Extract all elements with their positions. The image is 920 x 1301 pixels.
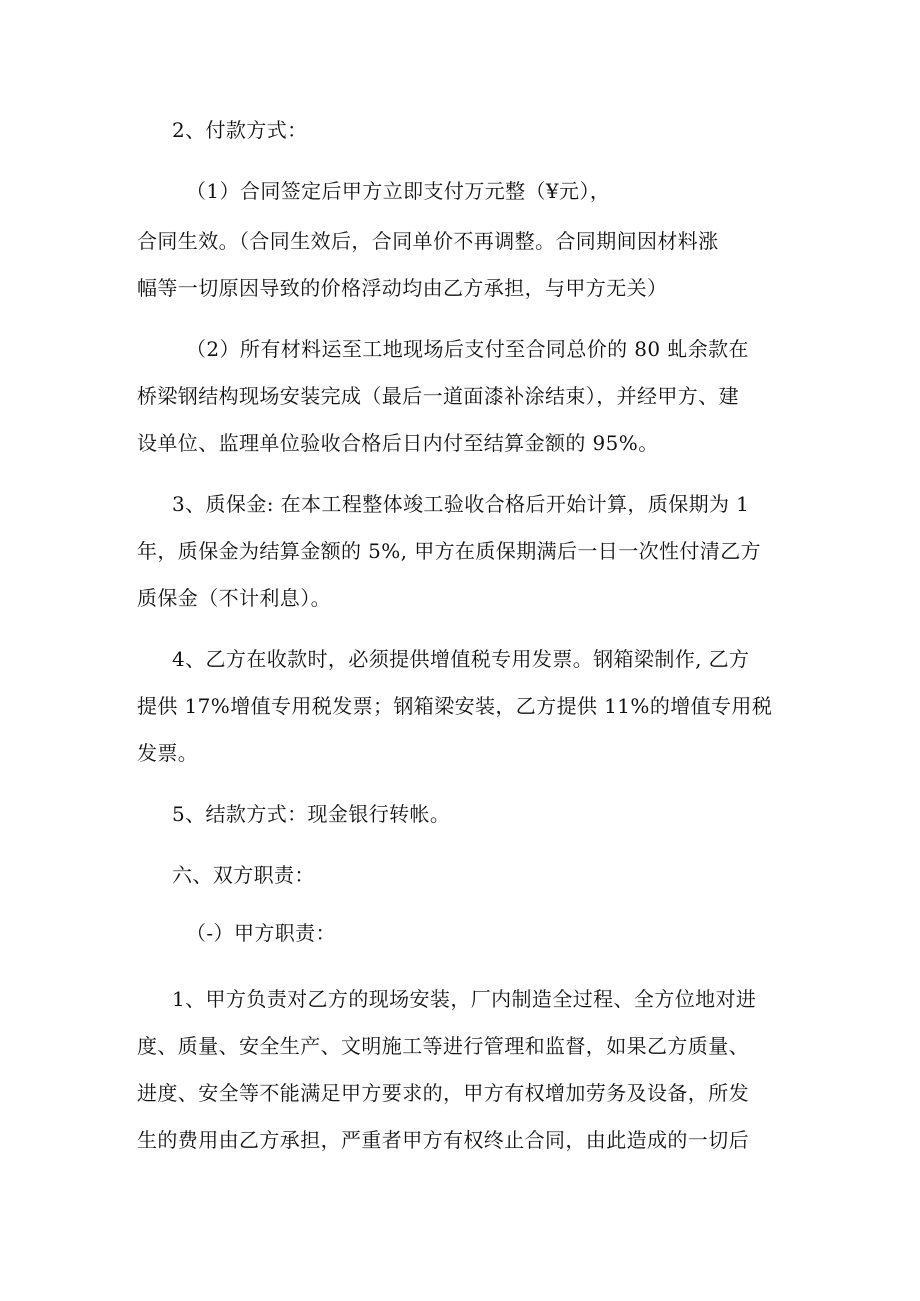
paragraph-line: 设单位、监理单位验收合格后日内付至结算金额的 95%。: [137, 431, 659, 455]
paragraph-line: 进度、安全等不能满足甲方要求的，甲方有权增加劳务及设备，所发: [137, 1081, 749, 1105]
paragraph-line: 年，质保金为结算金额的 5%, 甲方在质保期满后一日一次性付清乙方: [137, 539, 762, 563]
paragraph-line: （1）合同签定后甲方立即支付万元整（¥元），: [186, 179, 611, 203]
paragraph-line: 5、结款方式：现金银行转帐。: [172, 802, 451, 826]
paragraph-line: 3、质保金: 在本工程整体竣工验收合格后开始计算，质保期为 1: [172, 492, 750, 516]
paragraph-line: 桥梁钢结构现场安装完成（最后一道面漆补涂结束），并经甲方、建: [137, 384, 739, 408]
paragraph-line: 幅等一切原因导致的价格浮动均由乙方承担，与甲方无关）: [137, 276, 668, 300]
paragraph-line: 度、质量、安全生产、文明施工等进行管理和监督，如果乙方质量、: [137, 1034, 749, 1058]
paragraph-line: 合同生效。（合同生效后，合同单价不再调整。合同期间因材料涨: [137, 229, 719, 253]
section-heading-responsibilities: 六、双方职责：: [172, 863, 315, 887]
heading-payment-method: 2、付款方式：: [172, 118, 308, 142]
subsection-heading-party-a: （-）甲方职责：: [186, 921, 336, 945]
paragraph-line: 4、乙方在收款时，必须提供增值税专用发票。钢箱梁制作, 乙方: [172, 647, 750, 671]
paragraph-line: 发票。: [137, 741, 199, 765]
paragraph-line: 质保金（不计利息）。: [137, 586, 331, 610]
paragraph-line: 提供 17%增值专用税发票；钢箱梁安装，乙方提供 11%的增值专用税: [137, 694, 773, 718]
paragraph-line: （2）所有材料运至工地现场后支付至合同总价的 80 虬余款在: [186, 337, 749, 361]
paragraph-line: 生的费用由乙方承担，严重者甲方有权终止合同，由此造成的一切后: [137, 1128, 749, 1152]
paragraph-line: 1、甲方负责对乙方的现场安装，厂内制造全过程、全方位地对进: [172, 987, 757, 1011]
